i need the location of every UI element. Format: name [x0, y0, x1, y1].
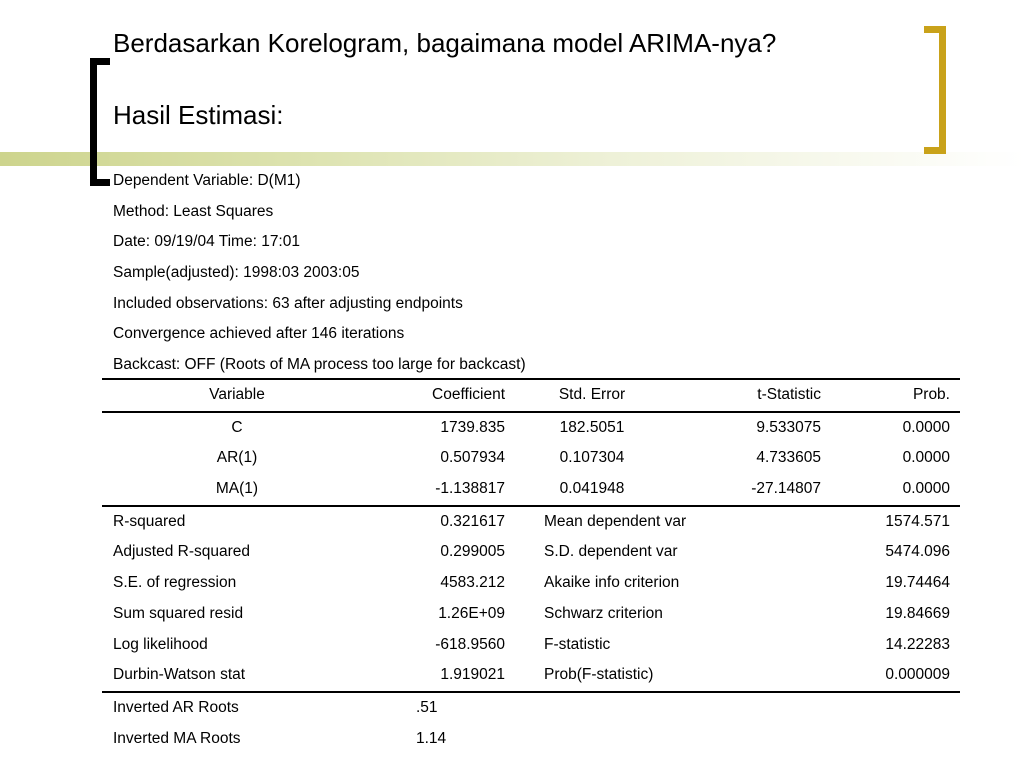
variable-cell: MA(1): [215, 480, 259, 498]
column-header: t-Statistic: [757, 386, 821, 403]
stat-label: Mean dependent var: [544, 512, 687, 530]
stat-value: 4583.212: [440, 574, 505, 592]
variable-cell: C: [231, 418, 243, 436]
stat-value: 0.000009: [885, 666, 950, 684]
t-statistic-cell: 9.533075: [756, 418, 821, 436]
header-line: Sample(adjusted): 1998:03 2003:05: [113, 264, 360, 282]
prob-cell: 0.0000: [902, 449, 950, 467]
stat-value: 0.321617: [440, 512, 505, 530]
coefficient-cell: 0.507934: [440, 449, 505, 467]
column-header: Variable: [209, 386, 265, 403]
std-error-cell: 0.041948: [559, 480, 625, 498]
header-line: Dependent Variable: D(M1): [113, 172, 301, 189]
stat-label: Log likelihood: [113, 635, 208, 653]
table-header-row: [102, 380, 960, 411]
roots-label: Inverted MA Roots: [113, 729, 241, 747]
header-line: Backcast: OFF (Roots of MA process too large for backcast): [113, 356, 526, 374]
stat-label: S.E. of regression: [113, 574, 237, 592]
prob-cell: 0.0000: [902, 480, 950, 498]
stat-label: Schwarz criterion: [544, 604, 663, 622]
slide-title: Berdasarkan Korelogram, bagaimana model ARIMA-nya?: [113, 28, 777, 58]
stat-value: 1.919021: [440, 666, 505, 684]
coefficient-cell: -1.138817: [435, 480, 505, 498]
stats-row: [102, 630, 960, 661]
stat-value: 0.299005: [440, 543, 505, 561]
right-bracket-decoration: [924, 26, 946, 154]
column-header: Prob.: [912, 386, 950, 403]
estimation-header: [113, 166, 526, 381]
coefficient-cell: 1739.835: [440, 418, 505, 436]
t-statistic-cell: 4.733605: [756, 449, 821, 467]
variable-cell: AR(1): [216, 449, 258, 467]
stat-label: F-statistic: [544, 635, 611, 653]
stat-value: -618.9560: [435, 635, 505, 653]
table-row: [102, 443, 960, 474]
stats-row: [102, 507, 960, 538]
stats-row: [102, 599, 960, 630]
stat-label: R-squared: [113, 512, 186, 530]
std-error-cell: 182.5051: [559, 418, 625, 436]
header-line: Convergence achieved after 146 iterations: [113, 325, 405, 343]
roots-row: [102, 693, 960, 724]
accent-bar: [0, 152, 1024, 166]
stats-row: [102, 568, 960, 599]
slide-subtitle: Hasil Estimasi:: [113, 100, 284, 130]
table-row: [102, 413, 960, 444]
roots-label: Inverted AR Roots: [113, 698, 239, 716]
estimation-table: [102, 378, 960, 754]
stat-value: 5474.096: [885, 543, 950, 561]
stat-label: S.D. dependent var: [544, 543, 678, 561]
column-header: Coefficient: [432, 386, 505, 403]
prob-cell: 0.0000: [902, 418, 950, 436]
stat-label: Prob(F-statistic): [544, 666, 654, 684]
stat-label: Sum squared resid: [113, 604, 244, 622]
t-statistic-cell: -27.14807: [751, 480, 821, 498]
left-bracket-decoration: [90, 58, 110, 186]
stats-row: [102, 660, 960, 691]
header-line: Date: 09/19/04 Time: 17:01: [113, 233, 300, 251]
header-line: Included observations: 63 after adjusting endpoints: [113, 294, 463, 312]
stat-value: 19.84669: [885, 604, 950, 622]
table-row: [102, 474, 960, 505]
stat-value: 14.22283: [885, 635, 950, 653]
roots-value: .51: [416, 698, 438, 716]
stat-value: 1.26E+09: [438, 604, 505, 622]
std-error-cell: 0.107304: [559, 449, 625, 467]
stats-row: [102, 537, 960, 568]
stat-label: Akaike info criterion: [544, 574, 680, 592]
roots-row: [102, 724, 960, 755]
roots-value: 1.14: [416, 729, 447, 747]
stat-value: 1574.571: [885, 512, 950, 530]
stat-label: Durbin-Watson stat: [113, 666, 246, 684]
header-line: Method: Least Squares: [113, 202, 274, 220]
stat-value: 19.74464: [885, 574, 950, 592]
stat-label: Adjusted R-squared: [113, 543, 250, 561]
column-header: Std. Error: [558, 386, 626, 403]
